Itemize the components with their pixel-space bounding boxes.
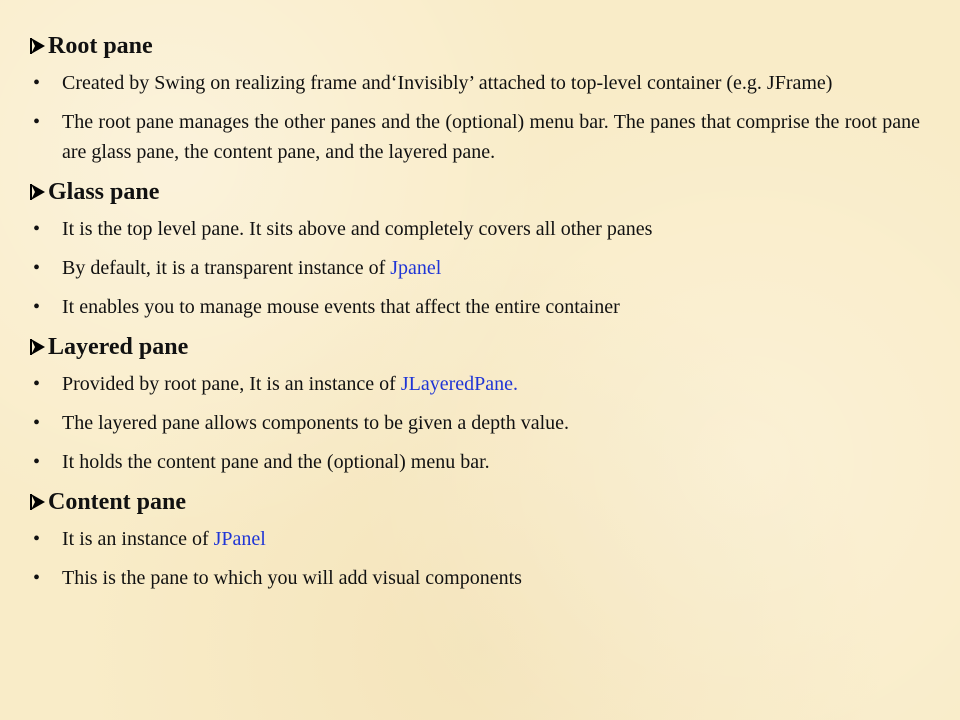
bullet-text: It enables you to manage mouse events that affect the entire container bbox=[62, 296, 620, 318]
section-content-pane bbox=[28, 486, 920, 593]
section-heading bbox=[28, 331, 920, 363]
list-item bbox=[28, 369, 920, 399]
arrow-bullet-icon bbox=[30, 182, 46, 202]
heading-text: Root pane bbox=[48, 33, 153, 59]
bullet-text: The root pane manages the other panes and the (optional) menu bar. The panes that comprise the root pane are glass pane, the content pane, and the layered pane. bbox=[62, 111, 920, 163]
bullet-text: It holds the content pane and the (optional) menu bar. bbox=[62, 451, 490, 473]
dot-bullet-icon: • bbox=[33, 257, 41, 279]
dot-bullet-icon: • bbox=[33, 72, 41, 94]
dot-bullet-icon: • bbox=[33, 412, 41, 434]
arrow-bullet-icon bbox=[30, 337, 46, 357]
bullet-text: It is an instance of bbox=[62, 528, 214, 550]
bullet-text: The layered pane allows components to be given a depth value. bbox=[62, 412, 570, 434]
bullet-text: Created by Swing on realizing frame and‘Invisibly’ attached to top-level container (e.g. JFrame) bbox=[62, 72, 833, 94]
heading-text: Content pane bbox=[48, 489, 187, 515]
bullet-list bbox=[28, 214, 920, 322]
bullet-list bbox=[28, 68, 920, 167]
section-root-pane bbox=[28, 30, 920, 167]
dot-bullet-icon: • bbox=[33, 567, 41, 589]
list-item bbox=[28, 68, 920, 98]
list-item bbox=[28, 107, 920, 167]
bullet-link-text: JLayeredPane. bbox=[400, 373, 518, 395]
dot-bullet-icon: • bbox=[33, 528, 41, 550]
bullet-text: By default, it is a transparent instance of bbox=[62, 257, 391, 279]
section-glass-pane bbox=[28, 176, 920, 322]
dot-bullet-icon: • bbox=[33, 296, 41, 318]
list-item bbox=[28, 253, 920, 283]
heading-text: Layered pane bbox=[48, 334, 189, 360]
list-item bbox=[28, 408, 920, 438]
section-heading bbox=[28, 176, 920, 208]
dot-bullet-icon: • bbox=[33, 451, 41, 473]
dot-bullet-icon: • bbox=[33, 373, 41, 395]
dot-bullet-icon: • bbox=[33, 218, 41, 240]
list-item bbox=[28, 214, 920, 244]
bullet-list bbox=[28, 369, 920, 477]
section-heading bbox=[28, 486, 920, 518]
section-heading bbox=[28, 30, 920, 62]
bullet-link-text: Jpanel bbox=[390, 257, 442, 279]
list-item bbox=[28, 292, 920, 322]
section-layered-pane bbox=[28, 331, 920, 477]
list-item bbox=[28, 563, 920, 593]
list-item bbox=[28, 524, 920, 554]
bullet-text: This is the pane to which you will add visual components bbox=[62, 567, 522, 589]
bullet-list bbox=[28, 524, 920, 593]
dot-bullet-icon: • bbox=[33, 111, 41, 133]
bullet-text: Provided by root pane, It is an instance of bbox=[62, 373, 401, 395]
bullet-link-text: JPanel bbox=[213, 528, 266, 550]
heading-text: Glass pane bbox=[48, 179, 160, 205]
list-item bbox=[28, 447, 920, 477]
arrow-bullet-icon bbox=[30, 36, 46, 56]
arrow-bullet-icon bbox=[30, 492, 46, 512]
bullet-text: It is the top level pane. It sits above and completely covers all other panes bbox=[62, 218, 653, 240]
